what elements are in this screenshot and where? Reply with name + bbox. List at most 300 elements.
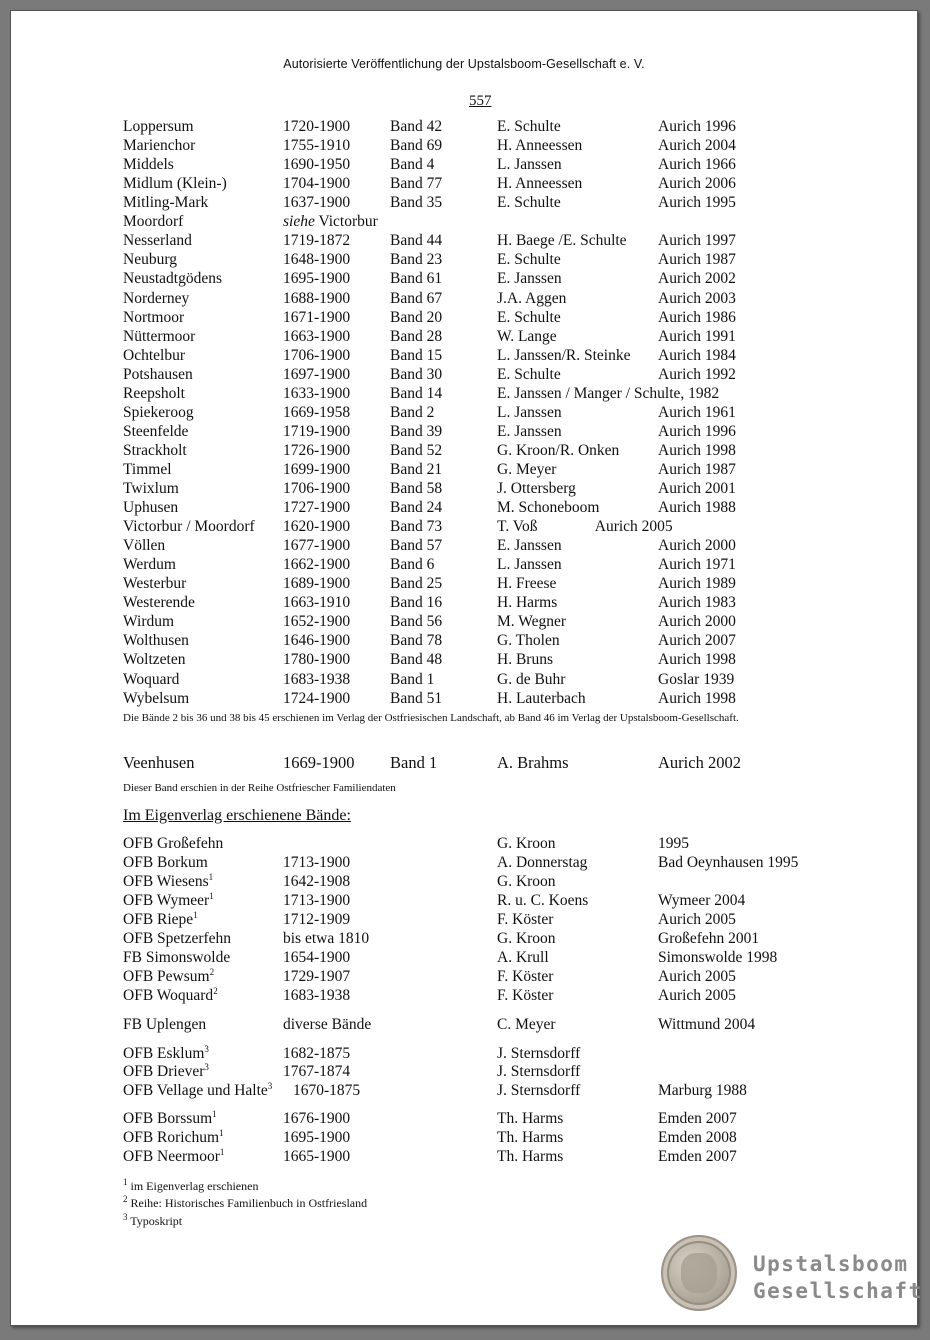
table-row: [11, 385, 917, 404]
author: H. Baege /E. Schulte: [497, 232, 627, 250]
author: H. Anneessen: [497, 175, 583, 193]
publication: Großefehn 2001: [658, 930, 760, 947]
title-text: OFB Driever: [123, 1063, 205, 1080]
publication: Aurich 1987: [658, 251, 736, 269]
years: 1662-1900: [283, 556, 351, 574]
section-heading: Im Eigenverlag erschienene Bände:: [123, 807, 351, 824]
publication: Aurich 1987: [658, 460, 736, 478]
author: E. Janssen / Manger / Schulte, 1982: [497, 384, 720, 402]
table-row: [11, 404, 917, 423]
publication: Aurich 2002: [658, 270, 736, 288]
band: Band 23: [390, 251, 443, 269]
author: M. Wegner: [497, 613, 567, 631]
table-row: [11, 671, 917, 690]
logo-line-2: Gesellschaft: [753, 1279, 923, 1303]
place: Middels: [123, 156, 174, 174]
title: [123, 1045, 209, 1063]
table-row: [11, 537, 917, 556]
author: L. Janssen: [497, 556, 562, 574]
place: Wybelsum: [123, 689, 190, 707]
band: Band 52: [390, 441, 443, 459]
place: Midlum (Klein-): [123, 175, 227, 193]
publication: Aurich 1983: [658, 594, 736, 612]
years: 1704-1900: [283, 175, 351, 193]
publication: Aurich 1996: [658, 422, 736, 440]
author: J.A. Aggen: [497, 289, 567, 307]
footnote-mark: 1: [123, 1177, 128, 1187]
table-row: [11, 328, 917, 347]
logo-line-1: Upstalsboom: [753, 1252, 909, 1276]
table-row: [11, 575, 917, 594]
table-row: [11, 232, 917, 251]
publication: Bad Oeynhausen 1995: [658, 854, 799, 871]
band: Band 56: [390, 613, 443, 631]
author: E. Janssen: [497, 270, 562, 288]
band: Band 15: [390, 346, 443, 364]
footnote-mark: 3: [204, 1061, 209, 1072]
author: H. Harms: [497, 594, 558, 612]
author: G. Tholen: [497, 632, 560, 650]
author: Th. Harms: [497, 1148, 564, 1165]
publication: Aurich 1996: [658, 118, 736, 135]
table-row: [11, 290, 917, 309]
place: Werdum: [123, 556, 176, 574]
years: 1646-1900: [283, 632, 351, 650]
years: 1695-1900: [283, 1129, 351, 1146]
publication: Aurich 1997: [658, 232, 736, 250]
cross-reference-word: siehe: [283, 213, 315, 231]
table-row: [11, 1129, 917, 1148]
band: Band 61: [390, 270, 443, 288]
author: E. Schulte: [497, 365, 561, 383]
table-row: [11, 518, 917, 537]
title: [123, 1082, 272, 1100]
title: [123, 1110, 217, 1128]
years: 1663-1910: [283, 594, 351, 612]
title: [123, 1063, 209, 1081]
years: 1697-1900: [283, 365, 351, 383]
place: Woltzeten: [123, 651, 186, 669]
years: 1683-1938: [283, 670, 351, 688]
title-text: OFB Rorichum: [123, 1129, 220, 1146]
years: 1695-1900: [283, 270, 351, 288]
author: G. de Buhr: [497, 670, 566, 688]
years: 1706-1900: [283, 346, 351, 364]
author: E. Schulte: [497, 118, 561, 135]
publication: Aurich 1961: [658, 403, 736, 421]
table-row: [11, 156, 917, 175]
footnote-mark: 2: [123, 1194, 128, 1204]
table-row: [11, 251, 917, 270]
title-text: OFB Borkum: [123, 854, 208, 871]
table-row: [11, 499, 917, 518]
years: 1755-1910: [283, 137, 351, 154]
table-row: [11, 987, 917, 1006]
years: 1683-1938: [283, 987, 351, 1004]
years: 1720-1900: [283, 118, 351, 135]
title-text: OFB Woquard: [123, 987, 214, 1004]
place: Nortmoor: [123, 308, 185, 326]
author: L. Janssen: [497, 403, 562, 421]
author: E. Schulte: [497, 194, 561, 212]
band: Band 30: [390, 365, 443, 383]
title-text: OFB Esklum: [123, 1045, 205, 1062]
place: Loppersum: [123, 118, 194, 135]
series-note: Dieser Band erschien in der Reihe Ostfriescher Familiendaten: [123, 782, 396, 794]
footnote-text: Typoskript: [127, 1214, 183, 1228]
publication: Aurich 1991: [658, 327, 736, 345]
band: Band 16: [390, 594, 443, 612]
author: H. Freese: [497, 575, 557, 593]
cross-reference-target: Victorbur: [314, 213, 378, 231]
title: [123, 873, 213, 891]
band: Band 48: [390, 651, 443, 669]
table-row: [11, 461, 917, 480]
footnote-mark: 3: [204, 1043, 209, 1054]
place: Steenfelde: [123, 422, 189, 440]
document-page: [10, 10, 923, 1326]
table-row: [11, 556, 917, 575]
publication: Wymeer 2004: [658, 892, 746, 909]
years: 1665-1900: [283, 1148, 351, 1165]
publication: Aurich 1971: [658, 556, 736, 574]
author: E. Schulte: [497, 251, 561, 269]
title: [123, 968, 214, 986]
author: F. Köster: [497, 968, 554, 985]
band: Band 4: [390, 156, 435, 174]
place: Neuburg: [123, 251, 177, 269]
years: 1690-1950: [283, 156, 351, 174]
author: F. Köster: [497, 911, 554, 928]
publication: Aurich 1998: [658, 651, 736, 669]
author: M. Schoneboom: [497, 499, 600, 516]
footnote: [123, 1196, 367, 1211]
band: Band 35: [390, 194, 443, 212]
years: 1633-1900: [283, 384, 351, 402]
publication: Wittmund 2004: [658, 1016, 756, 1033]
years: 1724-1900: [283, 689, 351, 707]
place: Nesserland: [123, 232, 192, 250]
place: Neustadtgödens: [123, 270, 223, 288]
footnote-mark: 1: [219, 1146, 225, 1157]
years: 1652-1900: [283, 613, 351, 631]
author: J. Ottersberg: [497, 479, 576, 497]
table-row: [11, 835, 917, 854]
publication: Simonswolde 1998: [658, 949, 778, 966]
author: G. Kroon: [497, 835, 556, 852]
table-row: [11, 949, 917, 968]
author: A. Donnerstag: [497, 854, 588, 871]
band: Band 39: [390, 422, 443, 440]
table-row: [11, 423, 917, 442]
publisher-note: Die Bände 2 bis 36 und 38 bis 45 erschienen im Verlag der Ostfriesischen Landschaft, ab Band 46 im Verlag der Upstalsboom-Gesellschaft.: [123, 712, 739, 724]
title-text: OFB Wymeer: [123, 892, 210, 909]
author: J. Sternsdorff: [497, 1082, 581, 1099]
footnote: [123, 1179, 258, 1194]
title: [123, 930, 231, 948]
author: C. Meyer: [497, 1016, 556, 1033]
footnote-mark: 1: [193, 909, 198, 920]
band: Band 42: [390, 118, 443, 135]
band: Band 57: [390, 537, 443, 555]
title-text: OFB Borssum: [123, 1110, 213, 1127]
band: Band 44: [390, 232, 443, 250]
society-logo: [661, 1233, 923, 1323]
years: 1682-1875: [283, 1045, 351, 1062]
band: Band 78: [390, 632, 443, 650]
table-row: [11, 442, 917, 461]
table-row: [11, 651, 917, 670]
years: bis etwa 1810: [283, 930, 370, 947]
author: F. Köster: [497, 987, 554, 1004]
page-number: 557: [469, 93, 492, 109]
veenhusen-row: [11, 753, 917, 772]
publication: Aurich 1988: [658, 499, 736, 516]
publication: Aurich 1984: [658, 346, 736, 364]
logo-wordmark: [753, 1251, 923, 1305]
place: Reepsholt: [123, 384, 185, 402]
table-row: [11, 873, 917, 892]
publication: Aurich 1966: [658, 156, 736, 174]
place: Twixlum: [123, 479, 179, 497]
title: [123, 1148, 224, 1166]
title-text: OFB Großefehn: [123, 835, 224, 852]
author: G. Kroon/R. Onken: [497, 441, 620, 459]
band: Band 51: [390, 689, 443, 707]
place: Mitling-Mark: [123, 194, 209, 212]
footnote-mark: 1: [219, 1127, 224, 1138]
title-text: OFB Vellage und Halte: [123, 1082, 268, 1099]
publication: Aurich 1995: [658, 194, 736, 212]
band: Band 6: [390, 556, 435, 574]
author: A. Krull: [497, 949, 549, 966]
title: [123, 949, 230, 967]
years: 1620-1900: [283, 518, 351, 536]
author: H. Bruns: [497, 651, 553, 669]
footnote: [123, 1214, 182, 1229]
publication: Aurich 1998: [658, 689, 736, 707]
place: Westerbur: [123, 575, 187, 593]
title-text: OFB Neermoor: [123, 1148, 220, 1165]
years: 1706-1900: [283, 479, 351, 497]
author: A. Brahms: [497, 753, 569, 772]
author: W. Lange: [497, 327, 557, 345]
years: diverse Bände: [283, 1016, 372, 1033]
title-text: OFB Riepe: [123, 911, 194, 928]
footnote-text: im Eigenverlag erschienen: [127, 1179, 259, 1193]
band: Band 69: [390, 137, 443, 154]
years: 1677-1900: [283, 537, 351, 555]
title-text: OFB Spetzerfehn: [123, 930, 232, 947]
band: Band 24: [390, 499, 443, 516]
publication: Aurich 2006: [658, 175, 736, 193]
years: 1676-1900: [283, 1110, 351, 1127]
band: Band 25: [390, 575, 443, 593]
table-row: [11, 892, 917, 911]
table-row: [11, 1016, 917, 1035]
author: H. Lauterbach: [497, 689, 586, 707]
table-row: [11, 194, 917, 213]
author: G. Kroon: [497, 873, 556, 890]
footnote-mark: 2: [213, 985, 218, 996]
years: 1669-1958: [283, 403, 351, 421]
place: Spiekeroog: [123, 403, 194, 421]
publication: 1995: [658, 835, 689, 852]
place: Strackholt: [123, 441, 187, 459]
page-header: Autorisierte Veröffentlichung der Upstalsboom-Gesellschaft e. V.: [283, 57, 645, 71]
place: Norderney: [123, 289, 190, 307]
publication: Aurich 1998: [658, 441, 736, 459]
author: H. Anneessen: [497, 137, 583, 154]
publication: Emden 2007: [658, 1148, 737, 1165]
publication: Aurich 1992: [658, 365, 736, 383]
table-row: [11, 854, 917, 873]
author: Th. Harms: [497, 1129, 564, 1146]
publication: Aurich 2001: [658, 479, 736, 497]
publication: Emden 2007: [658, 1110, 737, 1127]
years: 1726-1900: [283, 441, 351, 459]
author: G. Meyer: [497, 460, 557, 478]
table-row: [11, 137, 917, 156]
publication: Aurich 2004: [658, 137, 736, 154]
footnote-text: Reihe: Historisches Familienbuch in Ostfriesland: [127, 1196, 368, 1210]
author: Th. Harms: [497, 1110, 564, 1127]
years: 1719-1900: [283, 422, 351, 440]
title-text: FB Uplengen: [123, 1016, 207, 1033]
years: 1713-1900: [283, 854, 351, 871]
years: 1767-1874: [283, 1063, 351, 1080]
place: Uphusen: [123, 499, 179, 516]
author: G. Kroon: [497, 930, 556, 947]
publication: Aurich 1989: [658, 575, 736, 593]
band: Band 1: [390, 753, 438, 772]
table-row: [11, 632, 917, 651]
table-row: [11, 911, 917, 930]
title-text: OFB Wiesens: [123, 873, 209, 890]
table-row: [11, 613, 917, 632]
publication: Emden 2008: [658, 1129, 737, 1146]
band: Band 21: [390, 460, 443, 478]
table-row: [11, 1063, 917, 1082]
author: J. Sternsdorff: [497, 1045, 581, 1062]
title: [123, 1016, 206, 1034]
footnote-mark: 1: [212, 1108, 217, 1119]
footnote-mark: 3: [123, 1212, 128, 1222]
footnote-mark: 1: [209, 890, 214, 901]
author: L. Janssen/R. Steinke: [497, 346, 631, 364]
years: 1780-1900: [283, 651, 351, 669]
title-text: OFB Pewsum: [123, 968, 210, 985]
years: 1712-1909: [283, 911, 351, 928]
years: 1648-1900: [283, 251, 351, 269]
band: Band 2: [390, 403, 435, 421]
table-row: [11, 366, 917, 385]
author: L. Janssen: [497, 156, 562, 174]
band: Band 58: [390, 479, 443, 497]
table-row: [11, 213, 917, 232]
place: Woquard: [123, 670, 180, 688]
publication: Marburg 1988: [658, 1082, 747, 1099]
place: Veenhusen: [123, 753, 195, 772]
seal-icon: [661, 1235, 737, 1311]
publication: Goslar 1939: [658, 670, 735, 688]
years: 1729-1907: [283, 968, 351, 985]
band: Band 28: [390, 327, 443, 345]
author: J. Sternsdorff: [497, 1063, 581, 1080]
table-row: [11, 1110, 917, 1129]
footnote-mark: 1: [208, 871, 214, 882]
band: Band 1: [390, 670, 435, 688]
years: 1689-1900: [283, 575, 351, 593]
years: 1663-1900: [283, 327, 351, 345]
footnote-mark: 3: [267, 1080, 273, 1091]
footnote-mark: 2: [209, 966, 215, 977]
place: Ochtelbur: [123, 346, 185, 364]
years: 1699-1900: [283, 460, 351, 478]
table-row: [11, 175, 917, 194]
table-row: [11, 347, 917, 366]
place: Wolthusen: [123, 632, 189, 650]
publication: Aurich 2002: [658, 753, 741, 772]
table-row: [11, 930, 917, 949]
band: Band 20: [390, 308, 443, 326]
place: Victorbur / Moordorf: [123, 518, 255, 536]
publication: Aurich 1986: [658, 308, 736, 326]
table-row: [11, 1045, 917, 1064]
place: Moordorf: [123, 213, 184, 231]
place: Wirdum: [123, 613, 175, 631]
publication: Aurich 2005: [658, 987, 736, 1004]
title: [123, 1129, 224, 1147]
years: [283, 213, 378, 231]
title: [123, 835, 223, 853]
table-row: [11, 480, 917, 499]
band: Band 77: [390, 175, 443, 193]
author: E. Schulte: [497, 308, 561, 326]
place: Westerende: [123, 594, 195, 612]
publication: Aurich 2005: [658, 911, 736, 928]
publication: Aurich 2000: [658, 613, 736, 631]
years: 1719-1872: [283, 232, 351, 250]
place: Völlen: [123, 537, 166, 555]
years: 1669-1900: [283, 753, 355, 772]
author: E. Janssen: [497, 537, 562, 555]
title: [123, 911, 198, 929]
band: Band 67: [390, 289, 443, 307]
years: 1670-1875: [293, 1082, 361, 1099]
publication: Aurich 2000: [658, 537, 736, 555]
author: T. Voß Aurich 2005: [497, 518, 673, 536]
table-row: [11, 594, 917, 613]
publication: Aurich 2005: [658, 968, 736, 985]
publication: Aurich 2007: [658, 632, 736, 650]
place: Marienchor: [123, 137, 196, 154]
place: Nüttermoor: [123, 327, 196, 345]
years: 1688-1900: [283, 289, 351, 307]
table-row: [11, 1148, 917, 1167]
place: Timmel: [123, 460, 172, 478]
table-row: [11, 1082, 917, 1101]
table-row: [11, 690, 917, 709]
author: R. u. C. Koens: [497, 892, 589, 909]
years: 1637-1900: [283, 194, 351, 212]
years: 1654-1900: [283, 949, 351, 966]
table-row: [11, 270, 917, 289]
title: [123, 892, 214, 910]
title: [123, 854, 208, 872]
table-row: [11, 968, 917, 987]
band: Band 73: [390, 518, 443, 536]
